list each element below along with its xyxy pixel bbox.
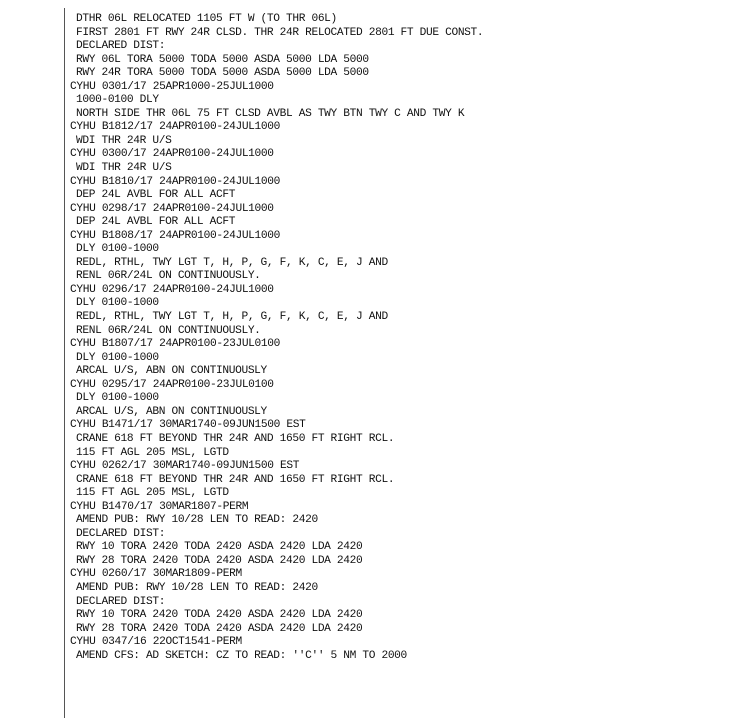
- notam-text-block: [70, 13, 730, 663]
- notam-line: RWY 28 TORA 2420 TODA 2420 ASDA 2420 LDA 2420: [76, 554, 363, 567]
- notam-line: DEP 24L AVBL FOR ALL ACFT: [76, 216, 236, 229]
- notam-line: CYHU B1810/17 24APR0100-24JUL1000: [70, 175, 280, 188]
- notam-line: AMEND CFS: AD SKETCH: CZ TO READ: ''C'' 5 NM TO 2000: [76, 649, 407, 662]
- notam-line: RENL 06R/24L ON CONTINUOUSLY.: [76, 324, 261, 337]
- notam-line: RWY 06L TORA 5000 TODA 5000 ASDA 5000 LDA 5000: [76, 53, 369, 66]
- notam-line: CYHU 0296/17 24APR0100-24JUL1000: [70, 283, 274, 296]
- notam-line: REDL, RTHL, TWY LGT T, H, P, G, F, K, C, E, J AND: [76, 311, 388, 324]
- notam-line: CYHU 0298/17 24APR0100-24JUL1000: [70, 202, 274, 215]
- notam-line: CYHU 0262/17 30MAR1740-09JUN1500 EST: [70, 460, 300, 473]
- notam-line: CRANE 618 FT BEYOND THR 24R AND 1650 FT RIGHT RCL.: [76, 473, 395, 486]
- notam-line: DLY 0100-1000: [76, 392, 159, 405]
- notam-line: 1000-0100 DLY: [76, 94, 159, 107]
- margin-rule: [64, 8, 65, 718]
- notam-line: DLY 0100-1000: [76, 351, 159, 364]
- notam-line: WDI THR 24R U/S: [76, 134, 172, 147]
- notam-line: CRANE 618 FT BEYOND THR 24R AND 1650 FT RIGHT RCL.: [76, 432, 395, 445]
- notam-line: DLY 0100-1000: [76, 297, 159, 310]
- notam-line: CYHU 0260/17 30MAR1809-PERM: [70, 568, 242, 581]
- notam-line: RWY 24R TORA 5000 TODA 5000 ASDA 5000 LDA 5000: [76, 67, 369, 80]
- notam-line: ARCAL U/S, ABN ON CONTINUOUSLY: [76, 405, 267, 418]
- notam-line: CYHU B1812/17 24APR0100-24JUL1000: [70, 121, 280, 134]
- notam-line: AMEND PUB: RWY 10/28 LEN TO READ: 2420: [76, 581, 318, 594]
- notam-line: RWY 10 TORA 2420 TODA 2420 ASDA 2420 LDA 2420: [76, 541, 363, 554]
- notam-line: DECLARED DIST:: [76, 595, 166, 608]
- notam-line: FIRST 2801 FT RWY 24R CLSD. THR 24R RELOCATED 2801 FT DUE CONST.: [76, 26, 484, 39]
- notam-line: ARCAL U/S, ABN ON CONTINUOUSLY: [76, 365, 267, 378]
- notam-line: CYHU B1808/17 24APR0100-24JUL1000: [70, 229, 280, 242]
- notam-line: CYHU B1807/17 24APR0100-23JUL0100: [70, 338, 280, 351]
- notam-line: CYHU 0295/17 24APR0100-23JUL0100: [70, 378, 274, 391]
- notam-line: CYHU B1470/17 30MAR1807-PERM: [70, 500, 249, 513]
- notam-line: CYHU 0301/17 25APR1000-25JUL1000: [70, 80, 274, 93]
- notam-line: DECLARED DIST:: [76, 40, 166, 53]
- notam-line: RENL 06R/24L ON CONTINUOUSLY.: [76, 270, 261, 283]
- notam-line: DECLARED DIST:: [76, 527, 166, 540]
- notam-line: AMEND PUB: RWY 10/28 LEN TO READ: 2420: [76, 514, 318, 527]
- notam-line: DLY 0100-1000: [76, 243, 159, 256]
- notam-line: 115 FT AGL 205 MSL, LGTD: [76, 487, 229, 500]
- notam-line: DEP 24L AVBL FOR ALL ACFT: [76, 189, 236, 202]
- notam-line: 115 FT AGL 205 MSL, LGTD: [76, 446, 229, 459]
- notam-line: CYHU 0300/17 24APR0100-24JUL1000: [70, 148, 274, 161]
- notam-line: REDL, RTHL, TWY LGT T, H, P, G, F, K, C, E, J AND: [76, 256, 388, 269]
- notam-line: RWY 28 TORA 2420 TODA 2420 ASDA 2420 LDA 2420: [76, 622, 363, 635]
- notam-line: DTHR 06L RELOCATED 1105 FT W (TO THR 06L): [76, 13, 337, 25]
- notam-line: CYHU B1471/17 30MAR1740-09JUN1500 EST: [70, 419, 306, 432]
- notam-line: CYHU 0347/16 22OCT1541-PERM: [70, 636, 242, 649]
- notam-line: WDI THR 24R U/S: [76, 162, 172, 175]
- notam-line: RWY 10 TORA 2420 TODA 2420 ASDA 2420 LDA 2420: [76, 609, 363, 622]
- notam-line: NORTH SIDE THR 06L 75 FT CLSD AVBL AS TWY BTN TWY C AND TWY K: [76, 107, 465, 120]
